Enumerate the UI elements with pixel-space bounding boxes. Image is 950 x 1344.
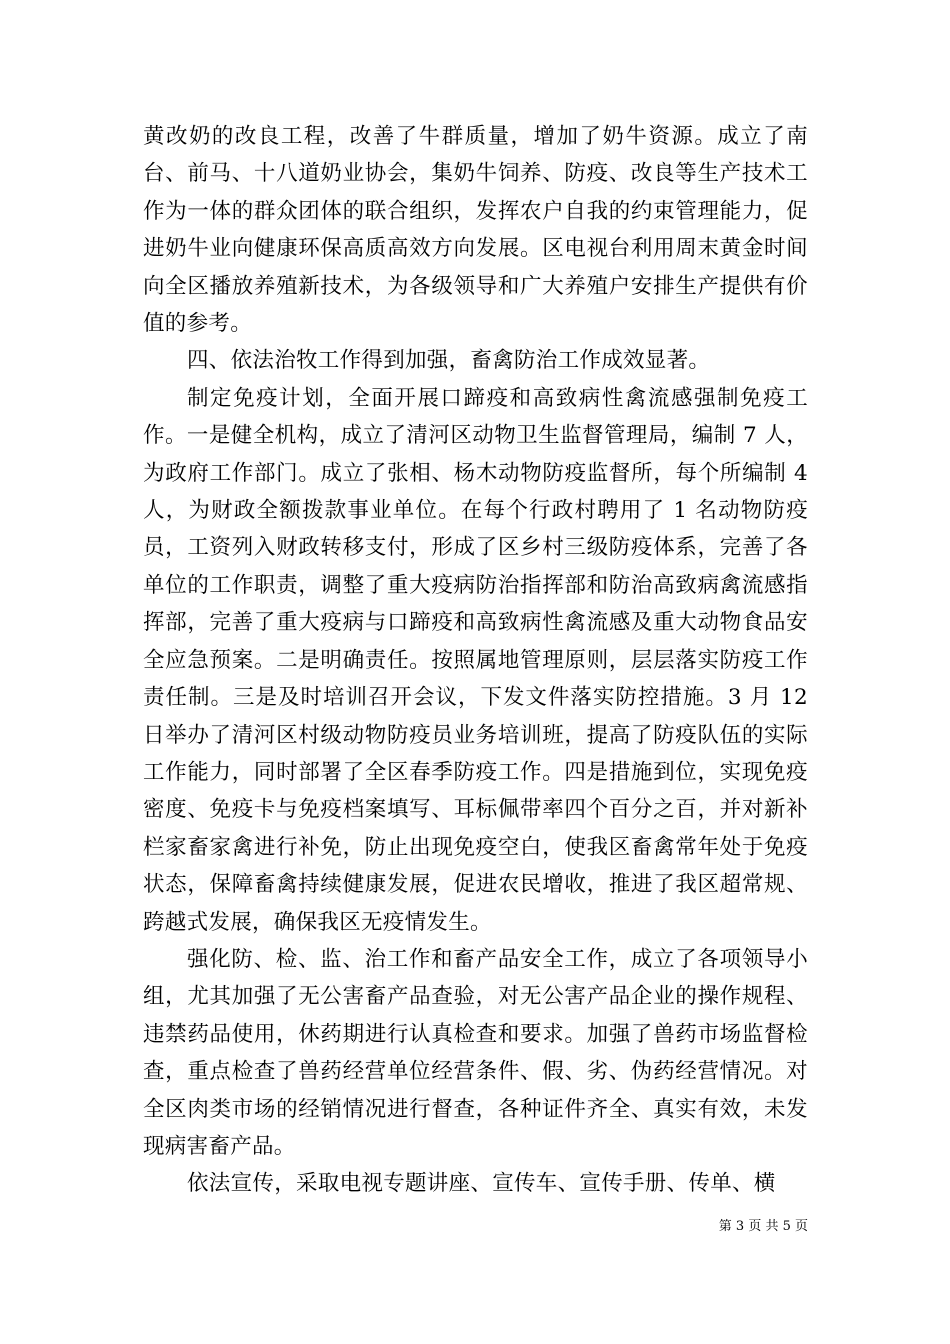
page-number-footer: 第 3 页 共 5 页 [718,1219,808,1234]
paragraph-4: 强化防、检、监、治工作和畜产品安全工作，成立了各项领导小组，尤其加强了无公害畜产品查验，对无公害产品企业的操作规程、违禁药品使用，休药期进行认真检查和要求。加强了兽药市场监督检查，重点检查了兽药经营单位经营条件、假、劣、伪药经营情况。对全区肉类市场的经销情况进行督查，各种证件齐全、真实有效，未发现病害畜产品。 [143,946,808,1159]
paragraph-5: 依法宣传，采取电视专题讲座、宣传车、宣传手册、传单、横 [187,1171,776,1197]
document-body [143,118,808,1203]
section-heading: 四、依法治牧工作得到加强，畜禽防治工作成效显著。 [187,348,711,374]
paragraph-3: 制定免疫计划，全面开展口蹄疫和高致病性禽流感强制免疫工作。一是健全机构，成立了清河区动物卫生监督管理局，编制 7 人，为政府工作部门。成立了张相、杨木动物防疫监督所，每个所编制 4 人，为财政全额拨款事业单位。在每个行政村聘用了 1 名动物防疫员，工资列入财政转移支付，形成了区乡村三级防疫体系，完善了各单位的工作职责，调整了重大疫病防治指挥部和防治高致病禽流感指挥部，完善了重大疫病与口蹄疫和高致病性禽流感及重大动物食品安全应急预案。二是明确责任。按照属地管理原则，层层落实防疫工作责任制。三是及时培训召开会议，下发文件落实防控措施。3 月 12 日举办了清河区村级动物防疫员业务培训班，提高了防疫队伍的实际工作能力，同时部署了全区春季防疫工作。四是措施到位，实现免疫密度、免疫卡与免疫档案填写、耳标佩带率四个百分之百，并对新补栏家畜家禽进行补免，防止出现免疫空白，使我区畜禽常年处于免疫状态，保障畜禽持续健康发展，促进农民增收，推进了我区超常规、跨越式发展，确保我区无疫情发生。 [143,385,808,935]
paragraph-1: 黄改奶的改良工程，改善了牛群质量，增加了奶牛资源。成立了南台、前马、十八道奶业协会，集奶牛饲养、防疫、改良等生产技术工作为一体的群众团体的联合组织，发挥农户自我的约束管理能力，促进奶牛业向健康环保高质高效方向发展。区电视台利用周末黄金时间向全区播放养殖新技术，为各级领导和广大养殖户安排生产提供有价值的参考。 [143,124,808,337]
